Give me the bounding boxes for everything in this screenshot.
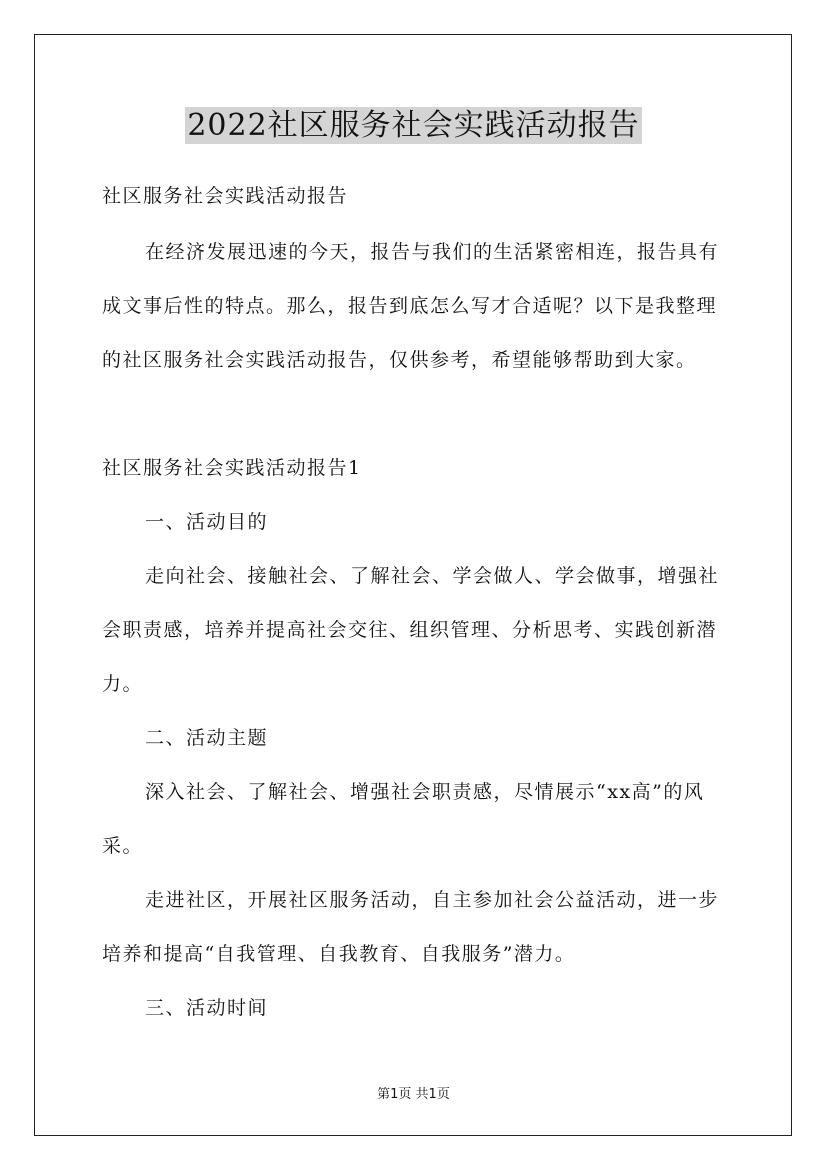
document-title [0, 100, 827, 144]
page-footer: 第1页 共1页 [377, 1087, 450, 1102]
purpose-line-2: 会职责感，培养并提高社会交往、组织管理、分析思考、实践创新潜 [102, 619, 718, 641]
intro-line-2: 成文事后性的特点。那么，报告到底怎么写才合适呢？以下是我整理 [102, 295, 718, 317]
heading-theme: 二、活动主题 [145, 727, 269, 749]
subtitle: 社区服务社会实践活动报告 [102, 185, 349, 207]
purpose-line-1: 走向社会、接触社会、了解社会、学会做人、学会做事，增强社 [145, 565, 720, 587]
document-title-text: 2022社区服务社会实践活动报告 [187, 108, 640, 143]
community-line-2: 培养和提高“自我管理、自我教育、自我服务”潜力。 [102, 943, 576, 965]
section-heading-1: 社区服务社会实践活动报告1 [102, 457, 362, 479]
heading-purpose: 一、活动目的 [145, 511, 269, 533]
heading-time: 三、活动时间 [145, 997, 269, 1019]
community-line-1: 走进社区，开展社区服务活动，自主参加社会公益活动，进一步 [145, 889, 720, 911]
intro-line-3: 的社区服务社会实践活动报告，仅供参考，希望能够帮助到大家。 [102, 349, 697, 371]
theme-line-2: 采。 [102, 835, 144, 857]
theme-line-1: 深入社会、了解社会、增强社会职责感，尽情展示“xx高”的风 [145, 781, 705, 803]
purpose-line-3: 力。 [102, 673, 144, 695]
intro-line-1: 在经济发展迅速的今天，报告与我们的生活紧密相连，报告具有 [145, 241, 720, 263]
